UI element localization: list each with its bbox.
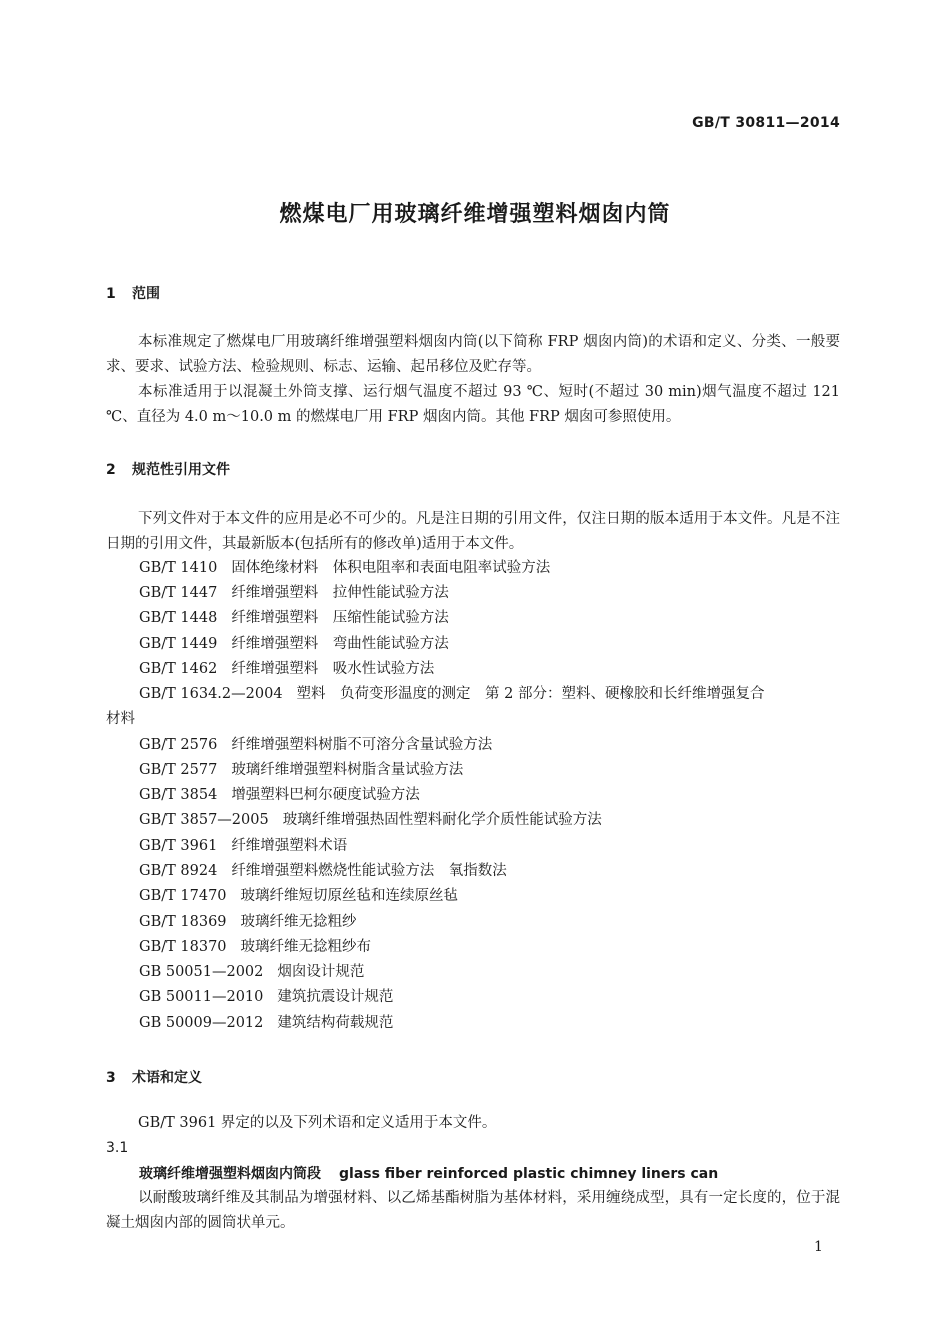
reference-item: GB/T 2577 玻璃纤维增强塑料树脂含量试验方法 [139, 762, 464, 778]
reference-item: GB/T 1448 纤维增强塑料 压缩性能试验方法 [139, 610, 449, 626]
standard-code: GB/T 30811—2014 [692, 115, 840, 131]
reference-item: GB/T 3857—2005 玻璃纤维增强热固性塑料耐化学介质性能试验方法 [139, 812, 602, 828]
reference-item: GB/T 1462 纤维增强塑料 吸水性试验方法 [139, 661, 435, 677]
page-number: 1 [814, 1239, 823, 1255]
reference-item: GB/T 1447 纤维增强塑料 拉伸性能试验方法 [139, 585, 449, 601]
reference-item: GB/T 3961 纤维增强塑料术语 [139, 838, 348, 854]
reference-item: GB/T 8924 纤维增强塑料燃烧性能试验方法 氧指数法 [139, 863, 507, 879]
reference-item: GB 50009—2012 建筑结构荷载规范 [139, 1015, 394, 1031]
reference-item: GB/T 3854 增强塑料巴柯尔硬度试验方法 [139, 787, 420, 803]
reference-item: GB/T 2576 纤维增强塑料树脂不可溶分含量试验方法 [139, 737, 493, 753]
term-definition: 以耐酸玻璃纤维及其制品为增强材料、以乙烯基酯树脂为基体材料，采用缠绕成型，具有一定长度的，位于混凝土烟囱内部的圆筒状单元。 [106, 1190, 840, 1231]
reference-item: GB/T 18370 玻璃纤维无捻粗纱布 [139, 939, 372, 955]
term-heading: 玻璃纤维增强塑料烟囱内筒段 glass fiber reinforced plastic chimney liners can [139, 1166, 719, 1182]
section-1-heading: 1 范围 [106, 286, 160, 302]
term-number: 3.1 [106, 1140, 129, 1156]
section-1-paragraph-2: 本标准适用于以混凝土外筒支撑、运行烟气温度不超过 93 ℃、短时(不超过 30 min)烟气温度不超过 121 ℃、直径为 4.0 m～10.0 m 的燃煤电厂用 FRP 烟囱内筒。其他 FRP 烟囱可参照使用。 [106, 384, 840, 425]
reference-item: GB/T 17470 玻璃纤维短切原丝毡和连续原丝毡 [139, 888, 459, 904]
reference-item: GB/T 1410 固体绝缘材料 体积电阻率和表面电阻率试验方法 [139, 560, 551, 576]
reference-item: GB/T 18369 玻璃纤维无捻粗纱 [139, 914, 357, 930]
section-2-intro: 下列文件对于本文件的应用是必不可少的。凡是注日期的引用文件，仅注日期的版本适用于本文件。凡是不注日期的引用文件，其最新版本(包括所有的修改单)适用于本文件。 [106, 511, 840, 552]
reference-continuation: 材料 [106, 711, 135, 727]
section-2-heading: 2 规范性引用文件 [106, 462, 230, 478]
reference-item: GB 50051—2002 烟囱设计规范 [139, 964, 365, 980]
section-3-heading: 3 术语和定义 [106, 1070, 202, 1086]
reference-item: GB 50011—2010 建筑抗震设计规范 [139, 989, 394, 1005]
document-title: 燃煤电厂用玻璃纤维增强塑料烟囱内筒 [279, 202, 671, 227]
section-1-paragraph-1: 本标准规定了燃煤电厂用玻璃纤维增强塑料烟囱内筒(以下简称 FRP 烟囱内筒)的术语和定义、分类、一般要求、要求、试验方法、检验规则、标志、运输、起吊移位及贮存等。 [106, 334, 840, 375]
reference-item: GB/T 1449 纤维增强塑料 弯曲性能试验方法 [139, 636, 449, 652]
section-3-intro: GB/T 3961 界定的以及下列术语和定义适用于本文件。 [138, 1115, 497, 1131]
reference-item: GB/T 1634.2—2004 塑料 负荷变形温度的测定 第 2 部分：塑料、硬橡胶和长纤维增强复合 [139, 686, 765, 702]
